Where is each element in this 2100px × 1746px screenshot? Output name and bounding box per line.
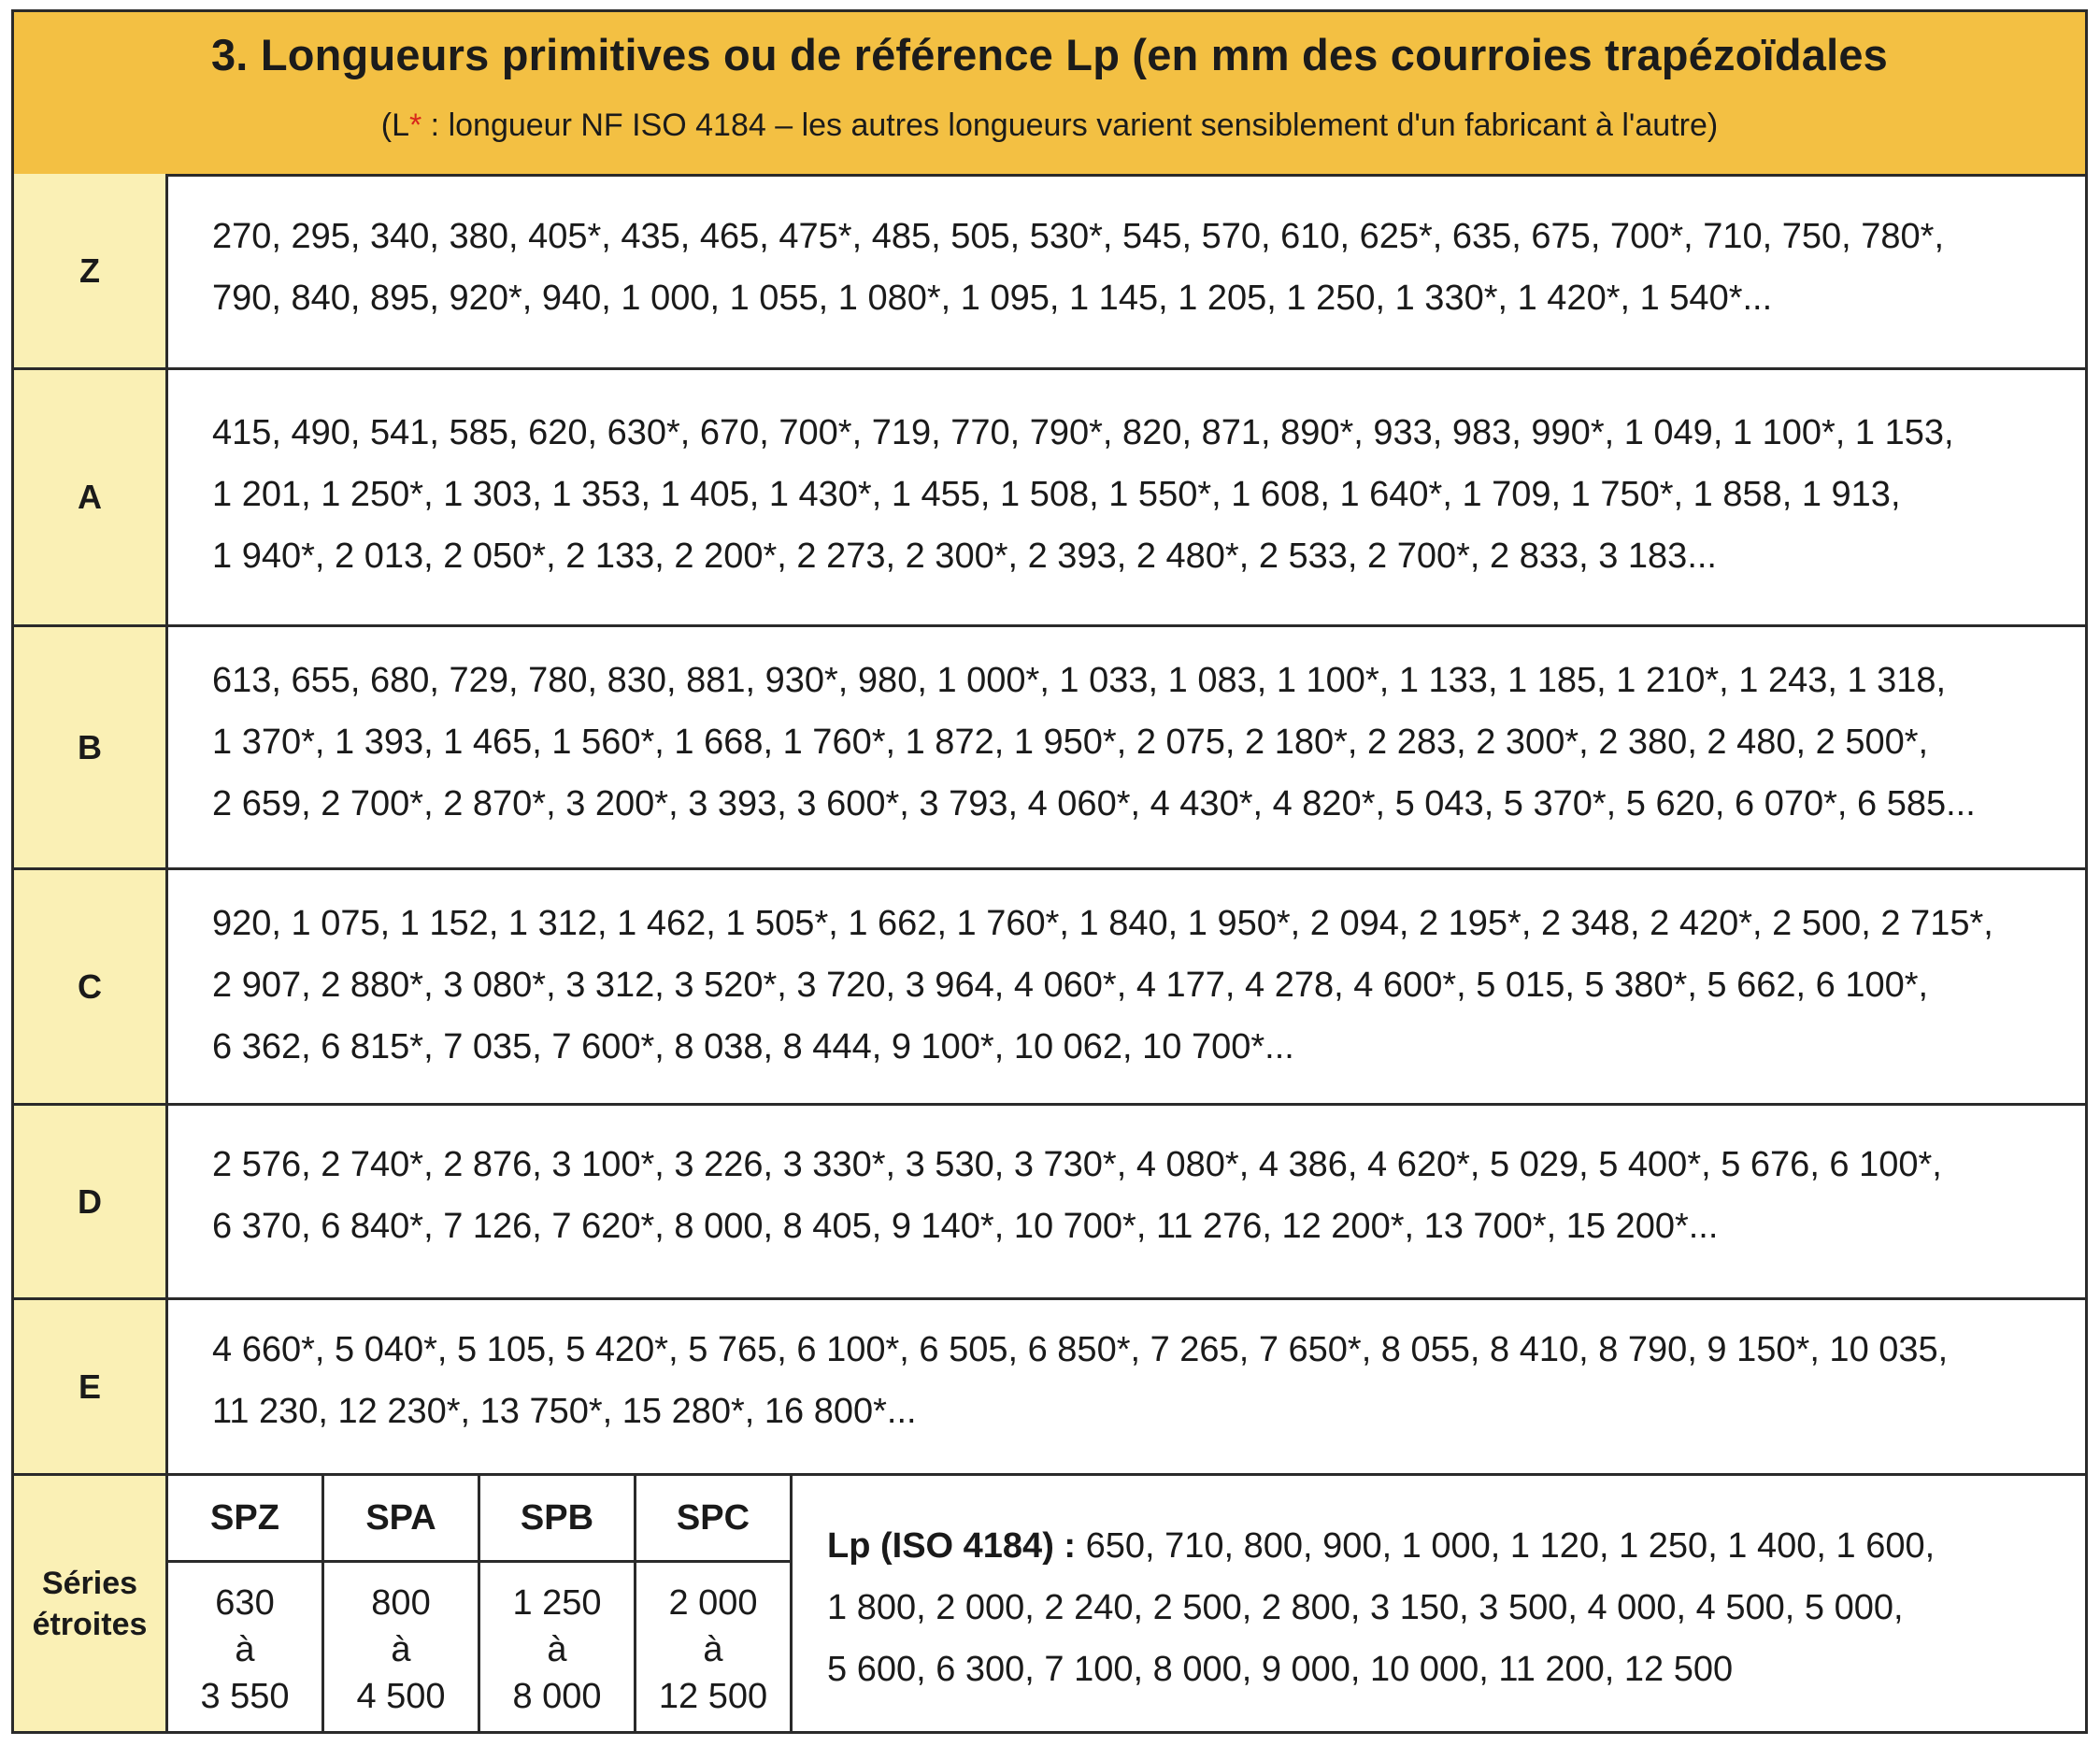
row-label: C — [14, 870, 168, 1103]
series-name: SPZ — [168, 1476, 321, 1563]
iso-line: 5 600, 6 300, 7 100, 8 000, 9 000, 10 000, 11 200, 12 500 — [827, 1650, 1734, 1689]
narrow-label-line: étroites — [32, 1606, 148, 1642]
row-values — [212, 206, 2057, 329]
values-line: 613, 655, 680, 729, 780, 830, 881, 930*, 980, 1 000*, 1 033, 1 083, 1 100*, 1 133, 1 185, 1 210*, 1 243, 1 318, — [212, 661, 1947, 700]
table-header — [14, 12, 2085, 177]
values-line: 270, 295, 340, 380, 405*, 435, 465, 475*, 485, 505, 530*, 545, 570, 610, 625*, 635, 675, 700*, 710, 750, 780*, — [212, 217, 1945, 256]
series-spc — [636, 1476, 793, 1731]
series-name: SPB — [480, 1476, 634, 1563]
range-from: 2 000 — [668, 1583, 758, 1623]
range-to: 8 000 — [512, 1677, 602, 1716]
values-line: 2 576, 2 740*, 2 876, 3 100*, 3 226, 3 330*, 3 530, 3 730*, 4 080*, 4 386, 4 620*, 5 029, 5 400*, 5 676, 6 100*, — [212, 1145, 1942, 1184]
narrow-label-line: Séries — [41, 1565, 138, 1601]
subtitle-star: * — [409, 107, 422, 143]
range-to: 3 550 — [200, 1677, 290, 1716]
range-to: 4 500 — [356, 1677, 446, 1716]
values-line: 2 659, 2 700*, 2 870*, 3 200*, 3 393, 3 600*, 3 793, 4 060*, 4 430*, 4 820*, 5 043, 5 370*, 5 620, 6 070*, 6 585... — [212, 784, 1976, 823]
series-spa — [324, 1476, 480, 1731]
series-range — [636, 1563, 790, 1731]
iso-label: Lp (ISO 4184) : — [827, 1526, 1077, 1566]
values-line: 920, 1 075, 1 152, 1 312, 1 462, 1 505*, 1 662, 1 760*, 1 840, 1 950*, 2 094, 2 195*, 2 348, 2 420*, 2 500, 2 715*, — [212, 904, 1993, 943]
iso-line: 1 800, 2 000, 2 240, 2 500, 2 800, 3 150, 3 500, 4 000, 4 500, 5 000, — [827, 1588, 1904, 1627]
row-label: E — [14, 1300, 168, 1473]
series-spz — [168, 1476, 324, 1731]
row-d — [14, 1106, 2085, 1300]
values-line: 4 660*, 5 040*, 5 105, 5 420*, 5 765, 6 100*, 6 505, 6 850*, 7 265, 7 650*, 8 055, 8 410, 8 790, 9 150*, 10 035, — [212, 1330, 1949, 1369]
values-line: 6 362, 6 815*, 7 035, 7 600*, 8 038, 8 444, 9 100*, 10 062, 10 700*... — [212, 1027, 1294, 1066]
range-from: 630 — [215, 1583, 275, 1623]
values-line: 1 940*, 2 013, 2 050*, 2 133, 2 200*, 2 273, 2 300*, 2 393, 2 480*, 2 533, 2 700*, 2 833, 3 183... — [212, 537, 1717, 576]
range-from: 800 — [371, 1583, 431, 1623]
row-z — [14, 174, 2085, 370]
series-name: SPA — [324, 1476, 478, 1563]
range-word: à — [703, 1630, 723, 1669]
range-word: à — [235, 1630, 255, 1669]
narrow-series-section — [14, 1476, 2085, 1731]
row-values — [212, 1134, 2057, 1257]
range-from: 1 250 — [512, 1583, 602, 1623]
row-label: B — [14, 627, 168, 867]
values-line: 2 907, 2 880*, 3 080*, 3 312, 3 520*, 3 720, 3 964, 4 060*, 4 177, 4 278, 4 600*, 5 015, 5 380*, 5 662, 6 100*, — [212, 966, 1929, 1005]
row-c — [14, 870, 2085, 1106]
row-values — [212, 1319, 2057, 1442]
row-values — [212, 402, 2057, 587]
row-a — [14, 370, 2085, 627]
series-range — [324, 1563, 478, 1731]
iso-lengths — [827, 1515, 2057, 1700]
row-label: D — [14, 1106, 168, 1297]
table-title: 3. Longueurs primitives ou de référence Lp (en mm des courroies trapézoïdales — [210, 30, 1889, 79]
subtitle-text: : longueur NF ISO 4184 – les autres longueurs varient sensiblement d'un fabricant à l'autre) — [421, 107, 1719, 143]
row-label: A — [14, 370, 168, 624]
values-line: 1 370*, 1 393, 1 465, 1 560*, 1 668, 1 760*, 1 872, 1 950*, 2 075, 2 180*, 2 283, 2 300*, 2 380, 2 480, 2 500*, — [212, 723, 1929, 762]
values-line: 6 370, 6 840*, 7 126, 7 620*, 8 000, 8 405, 9 140*, 10 700*, 11 276, 12 200*, 13 700*, 15 200*... — [212, 1207, 1719, 1246]
values-line: 11 230, 12 230*, 13 750*, 15 280*, 16 800*... — [212, 1392, 917, 1431]
series-spb — [480, 1476, 636, 1731]
iso-line: 650, 710, 800, 900, 1 000, 1 120, 1 250, 1 400, 1 600, — [1076, 1526, 1936, 1566]
range-word: à — [547, 1630, 567, 1669]
narrow-series-label — [14, 1476, 168, 1731]
table-subtitle — [14, 107, 2085, 144]
row-e — [14, 1300, 2085, 1476]
series-range — [168, 1563, 321, 1731]
row-label: Z — [14, 174, 168, 367]
series-name: SPC — [636, 1476, 790, 1563]
range-to: 12 500 — [658, 1677, 768, 1716]
subtitle-prefix: (L — [380, 107, 409, 143]
belt-length-table — [11, 9, 2088, 1734]
series-range — [480, 1563, 634, 1731]
range-word: à — [391, 1630, 411, 1669]
row-values — [212, 650, 2057, 835]
values-line: 790, 840, 895, 920*, 940, 1 000, 1 055, 1 080*, 1 095, 1 145, 1 205, 1 250, 1 330*, 1 420*, 1 540*... — [212, 279, 1773, 318]
values-line: 1 201, 1 250*, 1 303, 1 353, 1 405, 1 430*, 1 455, 1 508, 1 550*, 1 608, 1 640*, 1 709, 1 750*, 1 858, 1 913, — [212, 475, 1901, 514]
row-values — [212, 893, 2057, 1078]
row-b — [14, 627, 2085, 870]
values-line: 415, 490, 541, 585, 620, 630*, 670, 700*, 719, 770, 790*, 820, 871, 890*, 933, 983, 990*, 1 049, 1 100*, 1 153, — [212, 413, 1954, 452]
